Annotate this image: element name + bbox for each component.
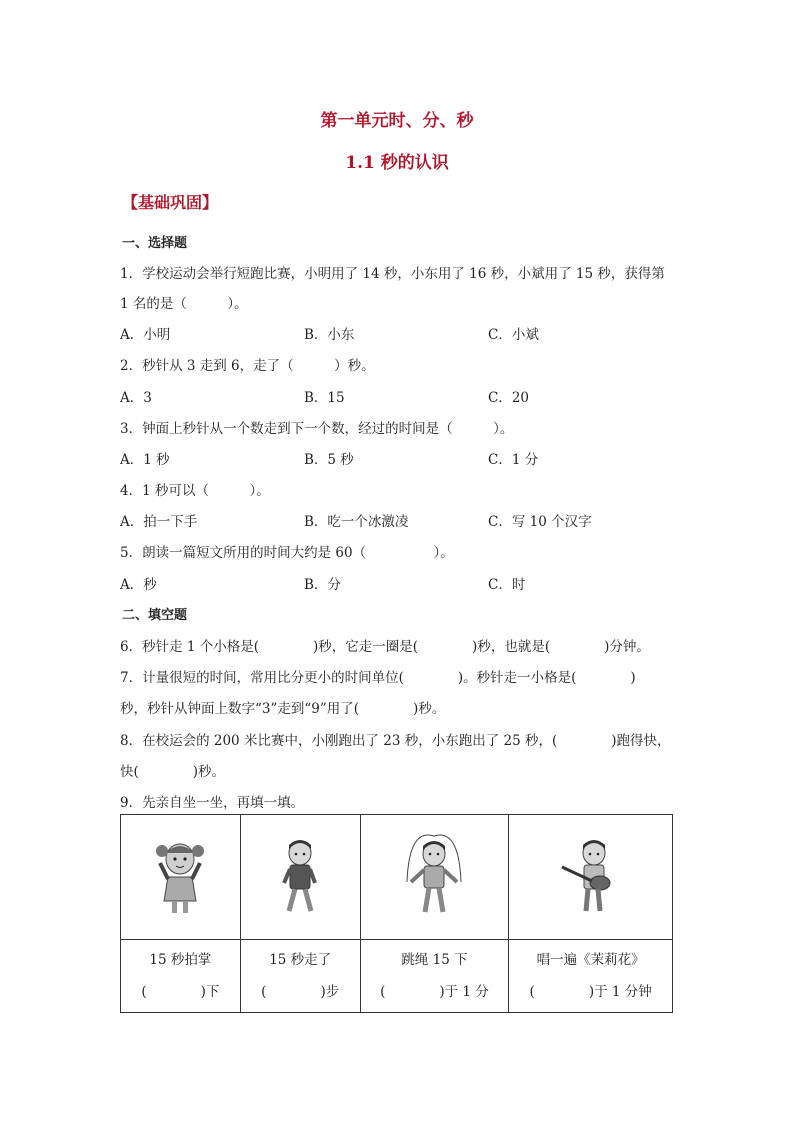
activity-walking-label: 15 秒走了 — [269, 952, 332, 968]
activity-jump-rope-label: 跳绳 15 下 — [401, 952, 468, 968]
q4-option-b: B．吃一个冰激凌 — [304, 514, 409, 530]
activity-cell-singing — [509, 940, 673, 1013]
q2-option-c: C．20 — [488, 390, 530, 406]
boy-walking-icon — [275, 837, 325, 917]
unit-title: 第一单元时、分、秒 — [320, 111, 474, 131]
activity-walking-blank: ( )步 — [261, 984, 340, 1000]
activity-table — [120, 814, 673, 1013]
q1-option-b: B．小东 — [304, 327, 355, 343]
part1-heading: 一、选择题 — [122, 236, 188, 251]
question-8-line-2: 快( )秒。 — [120, 764, 226, 780]
activity-singing-label: 唱一遍《茉莉花》 — [536, 952, 645, 968]
q1-option-a: A．小明 — [120, 327, 171, 343]
question-5: 5．朗读一篇短文所用的时间大约是 60（ ）。 — [120, 545, 454, 561]
boy-guitar-icon — [556, 837, 626, 917]
activity-jump-rope-blank: ( )于 1 分 — [380, 984, 489, 1000]
activity-cell-walking — [240, 940, 360, 1013]
question-6: 6．秒针走 1 个小格是( )秒，它走一圈是( )秒，也就是( )分钟。 — [120, 639, 650, 655]
q5-option-b: B．分 — [304, 577, 341, 593]
q4-option-a: A．拍一下手 — [120, 514, 198, 530]
question-8-line-1: 8．在校运会的 200 米比赛中，小刚跑出了 23 秒，小东跑出了 25 秒，( )跑得快， — [120, 733, 671, 749]
question-1-line-2: 1 名的是（ ）。 — [120, 296, 248, 312]
question-4: 4．1 秒可以（ ）。 — [120, 483, 270, 499]
activity-singing-blank: ( )于 1 分钟 — [529, 984, 652, 1000]
question-9: 9．先亲自坐一坐，再填一填。 — [120, 795, 305, 811]
question-2: 2．秒针从 3 走到 6，走了（ ）秒。 — [120, 358, 375, 374]
q3-option-b: B．5 秒 — [304, 452, 354, 468]
boy-jumping-rope-icon — [399, 832, 469, 922]
q1-option-c: C．小斌 — [488, 327, 539, 343]
activity-clapping-label: 15 秒拍掌 — [149, 952, 212, 968]
q5-option-a: A．秒 — [120, 577, 157, 593]
picture-cell-walking — [240, 815, 360, 940]
picture-cell-singing — [509, 815, 673, 940]
activity-cell-jump-rope — [360, 940, 509, 1013]
q2-option-b: B．15 — [304, 390, 345, 406]
q5-option-c: C．时 — [488, 577, 526, 593]
activity-cell-clapping — [121, 940, 241, 1013]
q3-option-a: A．1 秒 — [120, 452, 170, 468]
question-3: 3．钟面上秒针从一个数走到下一个数，经过的时间是（ ）。 — [120, 421, 514, 437]
part2-heading: 二、填空题 — [122, 608, 188, 623]
activity-clapping-blank: ( )下 — [141, 984, 220, 1000]
q2-option-a: A．3 — [120, 390, 152, 406]
lesson-title: 1.1 秒的认识 — [345, 153, 449, 173]
question-1-line-1: 1．学校运动会举行短跑比赛，小明用了 14 秒，小东用了 16 秒，小斌用了 15 秒，获得第 — [120, 266, 665, 282]
girl-clapping-icon — [150, 837, 210, 917]
section-heading: 【基础巩固】 — [122, 193, 219, 212]
question-7-line-1: 7．计量很短的时间，常用比分更小的时间单位( )。秒针走一小格是( ) — [120, 670, 636, 686]
question-7-line-2: 秒，秒针从钟面上数字“3”走到“9”用了( )秒。 — [120, 701, 446, 717]
picture-cell-jump-rope — [360, 815, 509, 940]
q3-option-c: C．1 分 — [488, 452, 539, 468]
picture-cell-clapping — [121, 815, 241, 940]
q4-option-c: C．写 10 个汉字 — [488, 514, 592, 530]
